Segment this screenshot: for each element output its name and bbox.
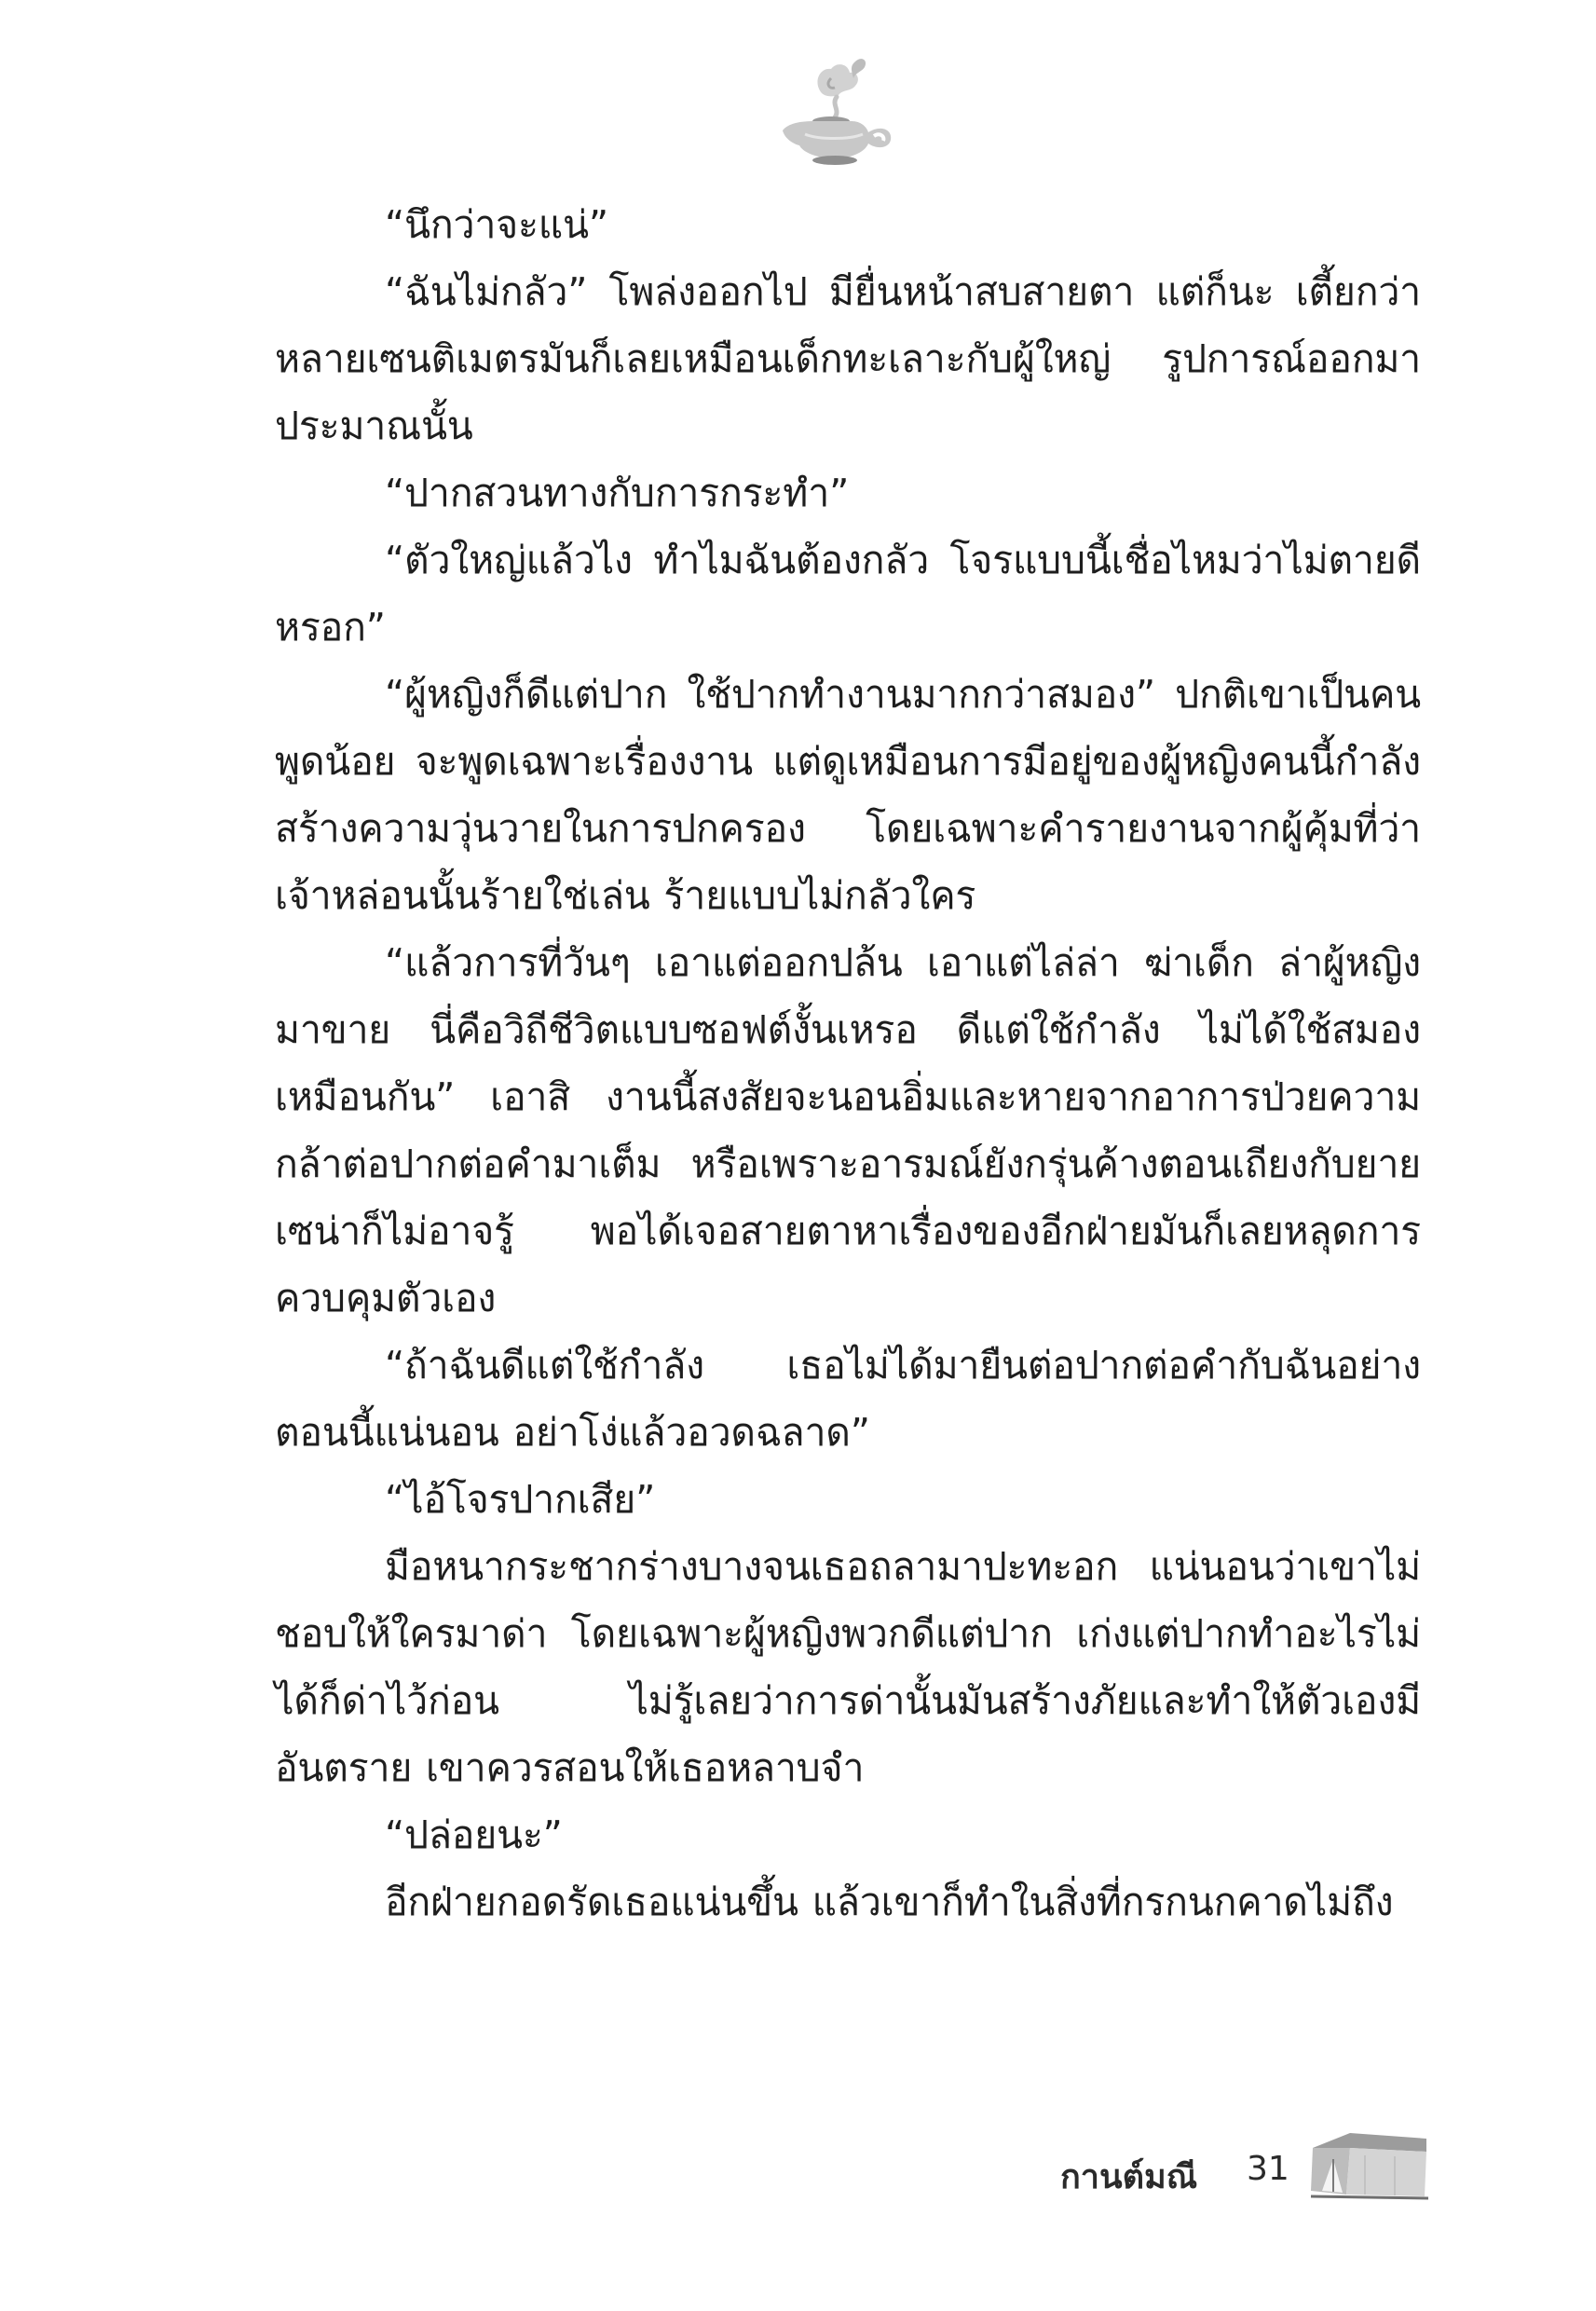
paragraph: “นึกว่าจะแน่” — [385, 202, 608, 247]
genie-lamp-icon — [764, 56, 904, 168]
paragraph: “ไอ้โจรปากเสีย” — [385, 1477, 656, 1522]
paragraph: “ฉันไม่กลัว” โพล่งออกไป มียื่นหน้าสบสายตา แต่ก็นะ เตี้ยกว่าหลายเซนติเมตรมันก็เลยเหมือนเด็กทะเลาะกับผู้ใหญ่ รูปการณ์ออกมาประมาณนั้น — [275, 269, 1421, 448]
page-number: 31 — [1247, 2150, 1289, 2188]
paragraph: อีกฝ่ายกอดรัดเธอแน่นขึ้น แล้วเขาก็ทำในสิ่งที่กรกนกคาดไม่ถึง — [385, 1880, 1394, 1924]
paragraph: “ตัวใหญ่แล้วไง ทำไมฉันต้องกลัว โจรแบบนี้เชื่อไหมว่าไม่ตายดีหรอก” — [275, 538, 1421, 650]
footer-book-title: กานต์มณี — [1060, 2158, 1198, 2196]
paragraph: “แล้วการที่วันๆ เอาแต่ออกปล้น เอาแต่ไล่ล่า ฆ่าเด็ก ล่าผู้หญิงมาขาย นี่คือวิถีชีวิตแบบซอฟต์งั้นเหรอ ดีแต่ใช้กำลัง ไม่ได้ใช้สมองเหมือนกัน” เอาสิ งานนี้สงสัยจะนอนอิ่มและหายจากอาการป่วยความกล้าต่อปากต่อคำมาเต็ม หรือเพราะอารมณ์ยังกรุ่นค้างตอนเถียงกับยายเซน่าก็ไม่อาจรู้ พอได้เจอสายตาหาเรื่องของอีกฝ่ายมันก็เลยหลุดการควบคุมตัวเอง — [275, 940, 1421, 1320]
paragraph: “ปากสวนทางกับการกระทำ” — [385, 471, 850, 515]
paragraph: “ปล่อยนะ” — [385, 1812, 563, 1857]
paragraph: มือหนากระชากร่างบางจนเธอถลามาปะทะอก แน่นอนว่าเขาไม่ชอบให้ใครมาด่า โดยเฉพาะผู้หญิงพวกดีแต่ปาก เก่งแต่ปากทำอะไรไม่ได้ก็ด่าไว้ก่อน ไม่รู้เลยว่าการด่านั้นมันสร้างภัยและทำให้ตัวเองมีอันตราย เขาควรสอนให้เธอหลาบจำ — [275, 1544, 1421, 1790]
paragraph: “ผู้หญิงก็ดีแต่ปาก ใช้ปากทำงานมากกว่าสมอง” ปกติเขาเป็นคนพูดน้อย จะพูดเฉพาะเรื่องงาน แต่ดูเหมือนการมีอยู่ของผู้หญิงคนนี้กำลังสร้างความวุ่นวายในการปกครอง โดยเฉพาะคำรายงานจากผู้คุ้มที่ว่าเจ้าหล่อนนั้นร้ายใช่เล่น ร้ายแบบไม่กลัวใคร — [275, 672, 1421, 918]
paragraph: “ถ้าฉันดีแต่ใช้กำลัง เธอไม่ได้มายืนต่อปากต่อคำกับฉันอย่างตอนนี้แน่นอน อย่าโง่แล้วอวดฉลาด” — [275, 1343, 1421, 1455]
body-text — [275, 191, 1421, 1935]
tent-icon — [1309, 2127, 1430, 2200]
